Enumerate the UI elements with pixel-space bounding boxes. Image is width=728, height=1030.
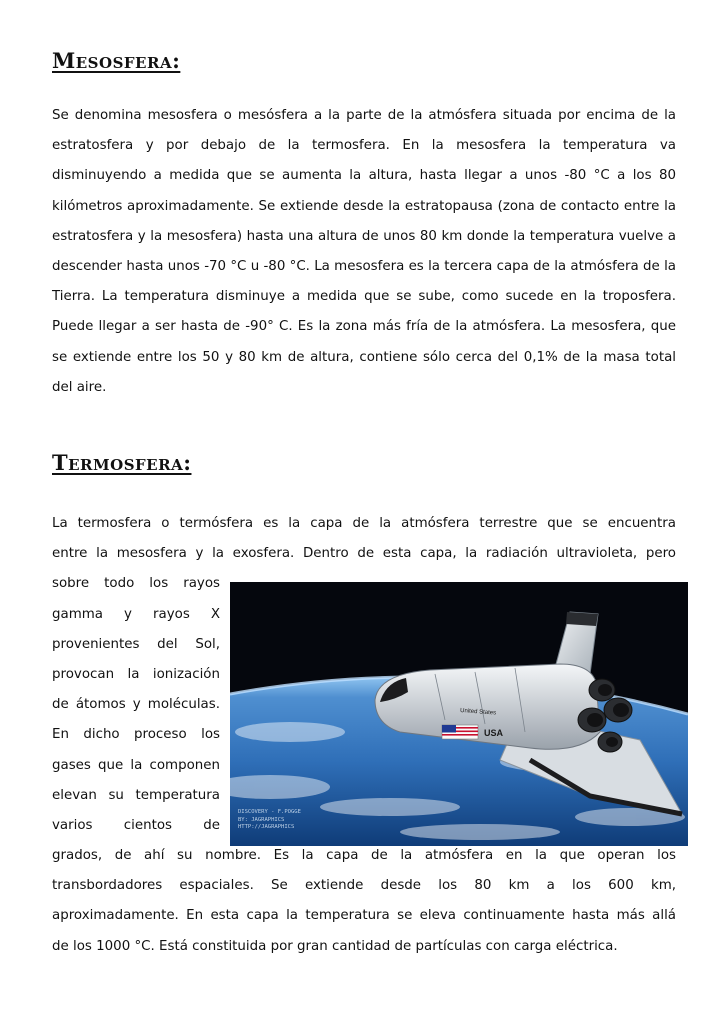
text-line: sobre todo los rayos — [52, 576, 220, 592]
termosfera-heading: Termosfera: — [52, 450, 192, 475]
text-line: varios cientos de — [52, 817, 220, 833]
text-line: entre la mesosfera y la exosfera. Dentro de esta capa, la radiación ultravioleta, pero — [52, 546, 676, 562]
text-line: La termosfera o termósfera es la capa de la atmósfera terrestre que se encuentra — [52, 516, 676, 531]
text-line: transbordadores espaciales. Se extiende desde los 80 km a los 600 km, — [52, 878, 676, 894]
space-shuttle-image — [230, 582, 688, 846]
tail-tip — [566, 612, 598, 626]
text-line: provenientes del Sol, — [52, 636, 220, 652]
image-credit-caption: DISCOVERY - F.POGGE BY: JAGRAPHICS HTTP://JAGRAPHICS — [238, 809, 301, 830]
text-line: de los 1000 °C. Está constituida por gran cantidad de partículas con carga eléctrica. — [52, 938, 618, 954]
text-line: gases que la componen — [52, 757, 220, 773]
text-line: provocan la ionización — [52, 666, 220, 682]
text-line: de átomos y moléculas. — [52, 697, 220, 713]
text-line: elevan su temperatura — [52, 787, 220, 803]
text-line: En dicho proceso los — [52, 727, 220, 743]
text-line: aproximadamente. En esta capa la temperatura se eleva continuamente hasta más allá — [52, 908, 676, 924]
text-line: grados, de ahí su nombre. Es la capa de la atmósfera en la que operan los — [52, 848, 676, 864]
text-line: gamma y rayos X — [52, 606, 220, 622]
mesosfera-heading: Mesosfera: — [52, 48, 181, 73]
mesosfera-paragraph: Se denomina mesosfera o mesósfera a la parte de la atmósfera situada por encima de la estratosfera y por debajo de la termosfera. En la mesosfera la temperatura va disminuyendo a medida que se aumenta la altura, hasta llegar a unos -80 °C a los 80 kilómetros aproximadamente. Se extiende desde la estratopausa (zona de contacto entre la estratosfera y la mesosfera) hasta una altura de unos 80 km donde la temperatura vuelve a descender hasta unos -70 °C u -80 °C. La mesosfera es la tercera capa de la atmósfera de la Tierra. La temperatura disminuye a medida que se sube, como sucede en la troposfera. Puede llegar a ser hasta de -90° C. Es la zona más fría de la atmósfera. La mesosfera, que se extiende entre los 50 y 80 km de altura, contiene sólo cerca del 0,1% de la masa total del aire. — [52, 108, 676, 395]
united-states-label: United States — [459, 708, 497, 717]
usa-flag-label: USA — [484, 728, 504, 738]
